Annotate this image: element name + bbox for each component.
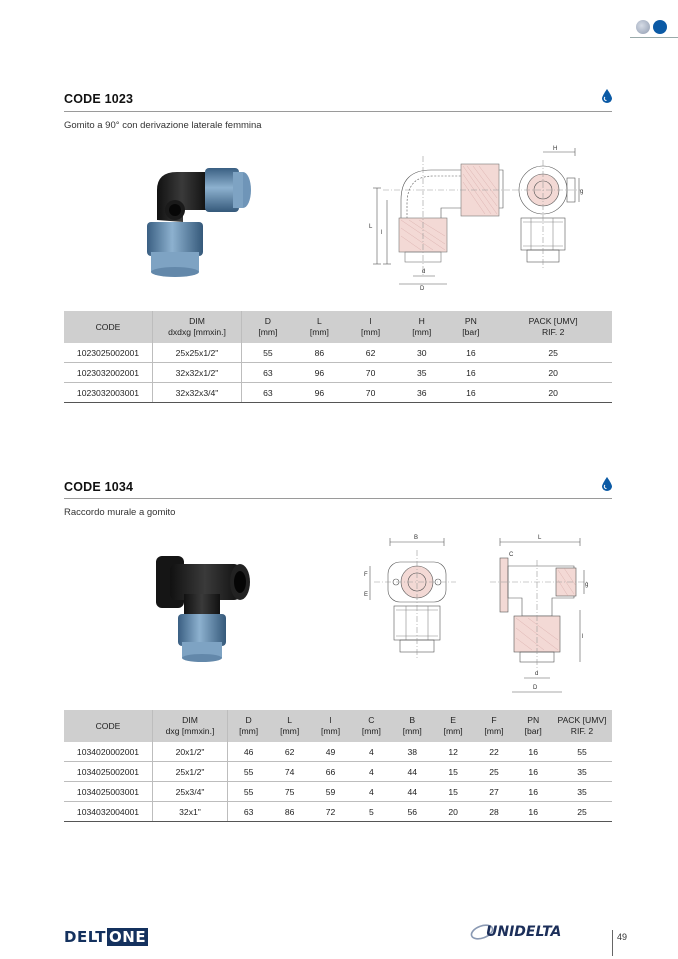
- table-cell: 5: [351, 802, 392, 822]
- globe-icon: [636, 20, 650, 34]
- dim-label: B: [414, 535, 419, 541]
- section-subtitle: Raccordo murale a gomito: [64, 507, 176, 518]
- col-header: l [mm]: [310, 710, 351, 742]
- table-row: [64, 363, 612, 383]
- dim-label: H: [553, 146, 558, 152]
- table-cell: 32x32x1/2": [153, 363, 242, 383]
- table-cell: 44: [392, 762, 433, 782]
- table-cell: 32x1": [153, 802, 228, 822]
- section-title: CODE 1034: [64, 480, 134, 494]
- col-header: DIM dxg [mmxin.]: [153, 710, 228, 742]
- table-cell: 38: [392, 742, 433, 762]
- table-cell: 32x32x3/4": [153, 383, 242, 403]
- dim-label: D: [533, 685, 538, 691]
- dim-label: g: [580, 189, 584, 195]
- col-header: D [mm]: [242, 311, 294, 343]
- table-cell: 1034025002001: [64, 762, 153, 782]
- table-cell: 62: [345, 343, 396, 363]
- col-header: E [mm]: [433, 710, 474, 742]
- table-row: [64, 383, 612, 403]
- table-cell: 20: [433, 802, 474, 822]
- table-row: [64, 802, 612, 822]
- dim-label: g: [585, 582, 589, 588]
- table-cell: 25: [474, 762, 515, 782]
- table-cell: 12: [433, 742, 474, 762]
- table-cell: 63: [242, 363, 294, 383]
- table-cell: 63: [242, 383, 294, 403]
- water-drop-icon: [602, 89, 612, 103]
- table-cell: 63: [228, 802, 270, 822]
- table-cell: 15: [433, 762, 474, 782]
- table-cell: 66: [310, 762, 351, 782]
- dim-label: d: [535, 671, 539, 677]
- table-cell: 20: [494, 363, 612, 383]
- table-cell: 96: [294, 363, 345, 383]
- table-cell: 35: [552, 782, 612, 802]
- col-header: F [mm]: [474, 710, 515, 742]
- spec-table: [64, 311, 612, 403]
- table-cell: 16: [514, 782, 552, 802]
- water-drop-icon: [602, 477, 612, 491]
- table-cell: 46: [228, 742, 270, 762]
- table-cell: 20x1/2": [153, 742, 228, 762]
- table-cell: 86: [269, 802, 310, 822]
- table-cell: 35: [552, 762, 612, 782]
- technical-drawing: [360, 530, 595, 698]
- table-cell: 86: [294, 343, 345, 363]
- col-header: PN [bar]: [447, 311, 494, 343]
- dim-label: D: [420, 286, 425, 292]
- col-header: PACK [UMV] RIF. 2: [494, 311, 612, 343]
- table-cell: 28: [474, 802, 515, 822]
- table-cell: 49: [310, 742, 351, 762]
- table-cell: 16: [514, 762, 552, 782]
- col-header: CODE: [64, 710, 153, 742]
- dim-label: L: [538, 535, 542, 541]
- col-header: PN [bar]: [514, 710, 552, 742]
- col-header: L [mm]: [294, 311, 345, 343]
- table-cell: 56: [392, 802, 433, 822]
- table-cell: 25: [494, 343, 612, 363]
- col-header: PACK [UMV] RIF. 2: [552, 710, 612, 742]
- product-photo: [135, 160, 265, 280]
- table-cell: 44: [392, 782, 433, 802]
- product-photo: [150, 550, 260, 670]
- brand-logo: DELT ONE: [64, 928, 147, 946]
- dim-label: F: [364, 572, 368, 578]
- table-row: [64, 343, 612, 363]
- col-header: l [mm]: [345, 311, 396, 343]
- table-cell: 59: [310, 782, 351, 802]
- table-cell: 74: [269, 762, 310, 782]
- dim-label: L: [369, 224, 373, 230]
- table-cell: 20: [494, 383, 612, 403]
- col-header: D [mm]: [228, 710, 270, 742]
- table-cell: 16: [447, 343, 494, 363]
- table-cell: 35: [396, 363, 447, 383]
- table-cell: 55: [242, 343, 294, 363]
- col-header: L [mm]: [269, 710, 310, 742]
- table-cell: 4: [351, 782, 392, 802]
- table-row: [64, 782, 612, 802]
- section-rule: [64, 498, 612, 499]
- table-cell: 1034032004001: [64, 802, 153, 822]
- dim-label: d: [422, 269, 426, 275]
- dim-label: E: [364, 592, 369, 598]
- table-cell: 25x1/2": [153, 762, 228, 782]
- section-title: CODE 1023: [64, 92, 134, 106]
- table-cell: 25x3/4": [153, 782, 228, 802]
- table-cell: 62: [269, 742, 310, 762]
- table-cell: 70: [345, 363, 396, 383]
- table-cell: 4: [351, 742, 392, 762]
- table-cell: 15: [433, 782, 474, 802]
- table-row: [64, 762, 612, 782]
- dim-label: l: [381, 230, 383, 236]
- col-header: DIM dxdxg [mmxin.]: [153, 311, 242, 343]
- table-cell: 75: [269, 782, 310, 802]
- table-cell: 55: [552, 742, 612, 762]
- blue-dot-icon: [653, 20, 667, 34]
- table-cell: 1023032003001: [64, 383, 153, 403]
- table-cell: 55: [228, 782, 270, 802]
- col-header: H [mm]: [396, 311, 447, 343]
- page-number-rule: [612, 930, 613, 956]
- col-header: C [mm]: [351, 710, 392, 742]
- table-cell: 27: [474, 782, 515, 802]
- table-cell: 72: [310, 802, 351, 822]
- table-cell: 16: [514, 742, 552, 762]
- table-cell: 36: [396, 383, 447, 403]
- table-cell: 96: [294, 383, 345, 403]
- table-cell: 25: [552, 802, 612, 822]
- table-cell: 70: [345, 383, 396, 403]
- unidelta-logo: UNIDELTA: [486, 924, 562, 940]
- table-cell: 4: [351, 762, 392, 782]
- table-cell: 16: [447, 383, 494, 403]
- table-cell: 1023032002001: [64, 363, 153, 383]
- dim-label: l: [582, 634, 584, 640]
- table-row: [64, 742, 612, 762]
- table-cell: 16: [514, 802, 552, 822]
- table-cell: 1034020002001: [64, 742, 153, 762]
- table-cell: 1023025002001: [64, 343, 153, 363]
- technical-drawing: [363, 140, 588, 292]
- table-cell: 55: [228, 762, 270, 782]
- table-cell: 22: [474, 742, 515, 762]
- header-rule: [630, 37, 678, 38]
- section-subtitle: Gomito a 90° con derivazione laterale femmina: [64, 120, 262, 131]
- table-cell: 30: [396, 343, 447, 363]
- table-cell: 25x25x1/2": [153, 343, 242, 363]
- dim-label: C: [509, 552, 514, 558]
- col-header: CODE: [64, 311, 153, 343]
- table-cell: 1034025003001: [64, 782, 153, 802]
- table-cell: 16: [447, 363, 494, 383]
- col-header: B [mm]: [392, 710, 433, 742]
- spec-table: [64, 710, 612, 822]
- section-rule: [64, 111, 612, 112]
- page-number: 49: [617, 932, 628, 942]
